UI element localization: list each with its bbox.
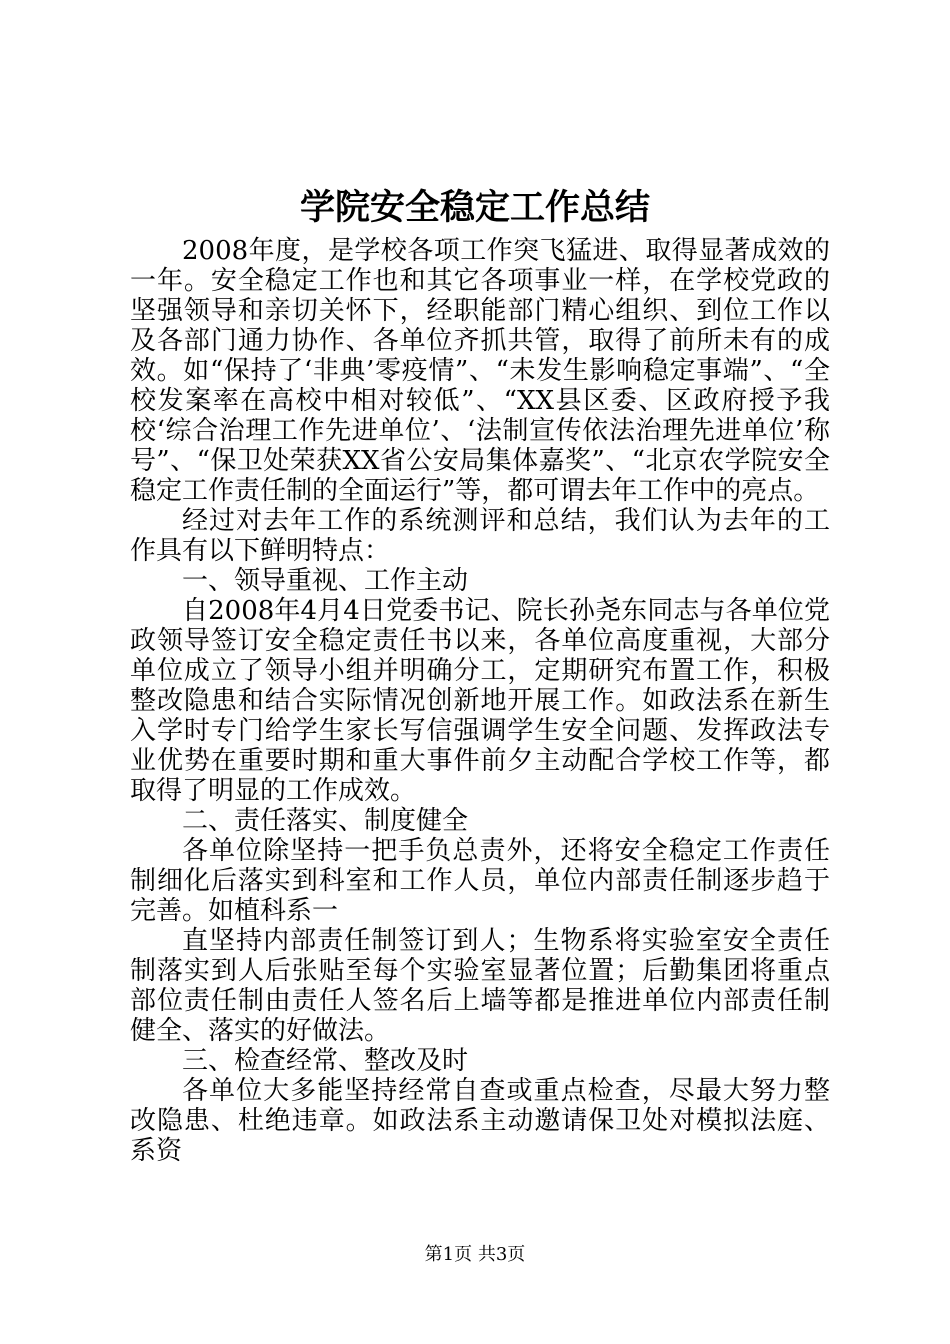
page-title: 学院安全稳定工作总结 (299, 187, 650, 228)
document-body (130, 236, 830, 1166)
page-number-footer: 第1页 共3页 (424, 1244, 526, 1265)
paragraph-section-3: 各单位大多能坚持经常自查或重点检查，尽最大努力整改隐患、杜绝违章。如政法系主动邀请保卫处对模拟法庭、系资 (130, 1076, 830, 1166)
paragraph-intro: 2008年度，是学校各项工作突飞猛进、取得显著成效的一年。安全稳定工作也和其它各项事业一样，在学校党政的坚强领导和亲切关怀下，经职能部门精心组织、到位工作以及各部门通力协作、各单位齐抓共管，取得了前所未有的成效。如“保持了‘非典’零疫情”、“未发生影响稳定事端”、“全校发案率在高校中相对较低”、“XX县区委、区政府授予我校‘综合治理工作先进单位’、‘法制宣传依法治理先进单位’称号”、“保卫处荣获XX省公安局集体嘉奖”、“北京农学院安全稳定工作责任制的全面运行”等，都可谓去年工作中的亮点。 (130, 236, 830, 506)
paragraph-section-2a: 各单位除坚持一把手负总责外，还将安全稳定工作责任制细化后落实到科室和工作人员，单位内部责任制逐步趋于完善。如植科系一 (130, 836, 830, 926)
section-heading-3: 三、检查经常、整改及时 (182, 1046, 469, 1076)
paragraph-section-1: 自2008年4月4日党委书记、院长孙尧东同志与各单位党政领导签订安全稳定责任书以来，各单位高度重视，大部分单位成立了领导小组并明确分工，定期研究布置工作，积极整改隐患和结合实际情况创新地开展工作。如政法系在新生入学时专门给学生家长写信强调学生安全问题、发挥政法专业优势在重要时期和重大事件前夕主动配合学校工作等，都取得了明显的工作成效。 (130, 596, 830, 806)
section-heading-1: 一、领导重视、工作主动 (182, 566, 469, 596)
paragraph-section-2b: 直坚持内部责任制签订到人；生物系将实验室安全责任制落实到人后张贴至每个实验室显著位置；后勤集团将重点部位责任制由责任人签名后上墙等都是推进单位内部责任制健全、落实的好做法。 (130, 926, 830, 1046)
paragraph-features-intro: 经过对去年工作的系统测评和总结，我们认为去年的工作具有以下鲜明特点： (130, 506, 830, 566)
section-heading-2: 二、责任落实、制度健全 (182, 806, 469, 836)
